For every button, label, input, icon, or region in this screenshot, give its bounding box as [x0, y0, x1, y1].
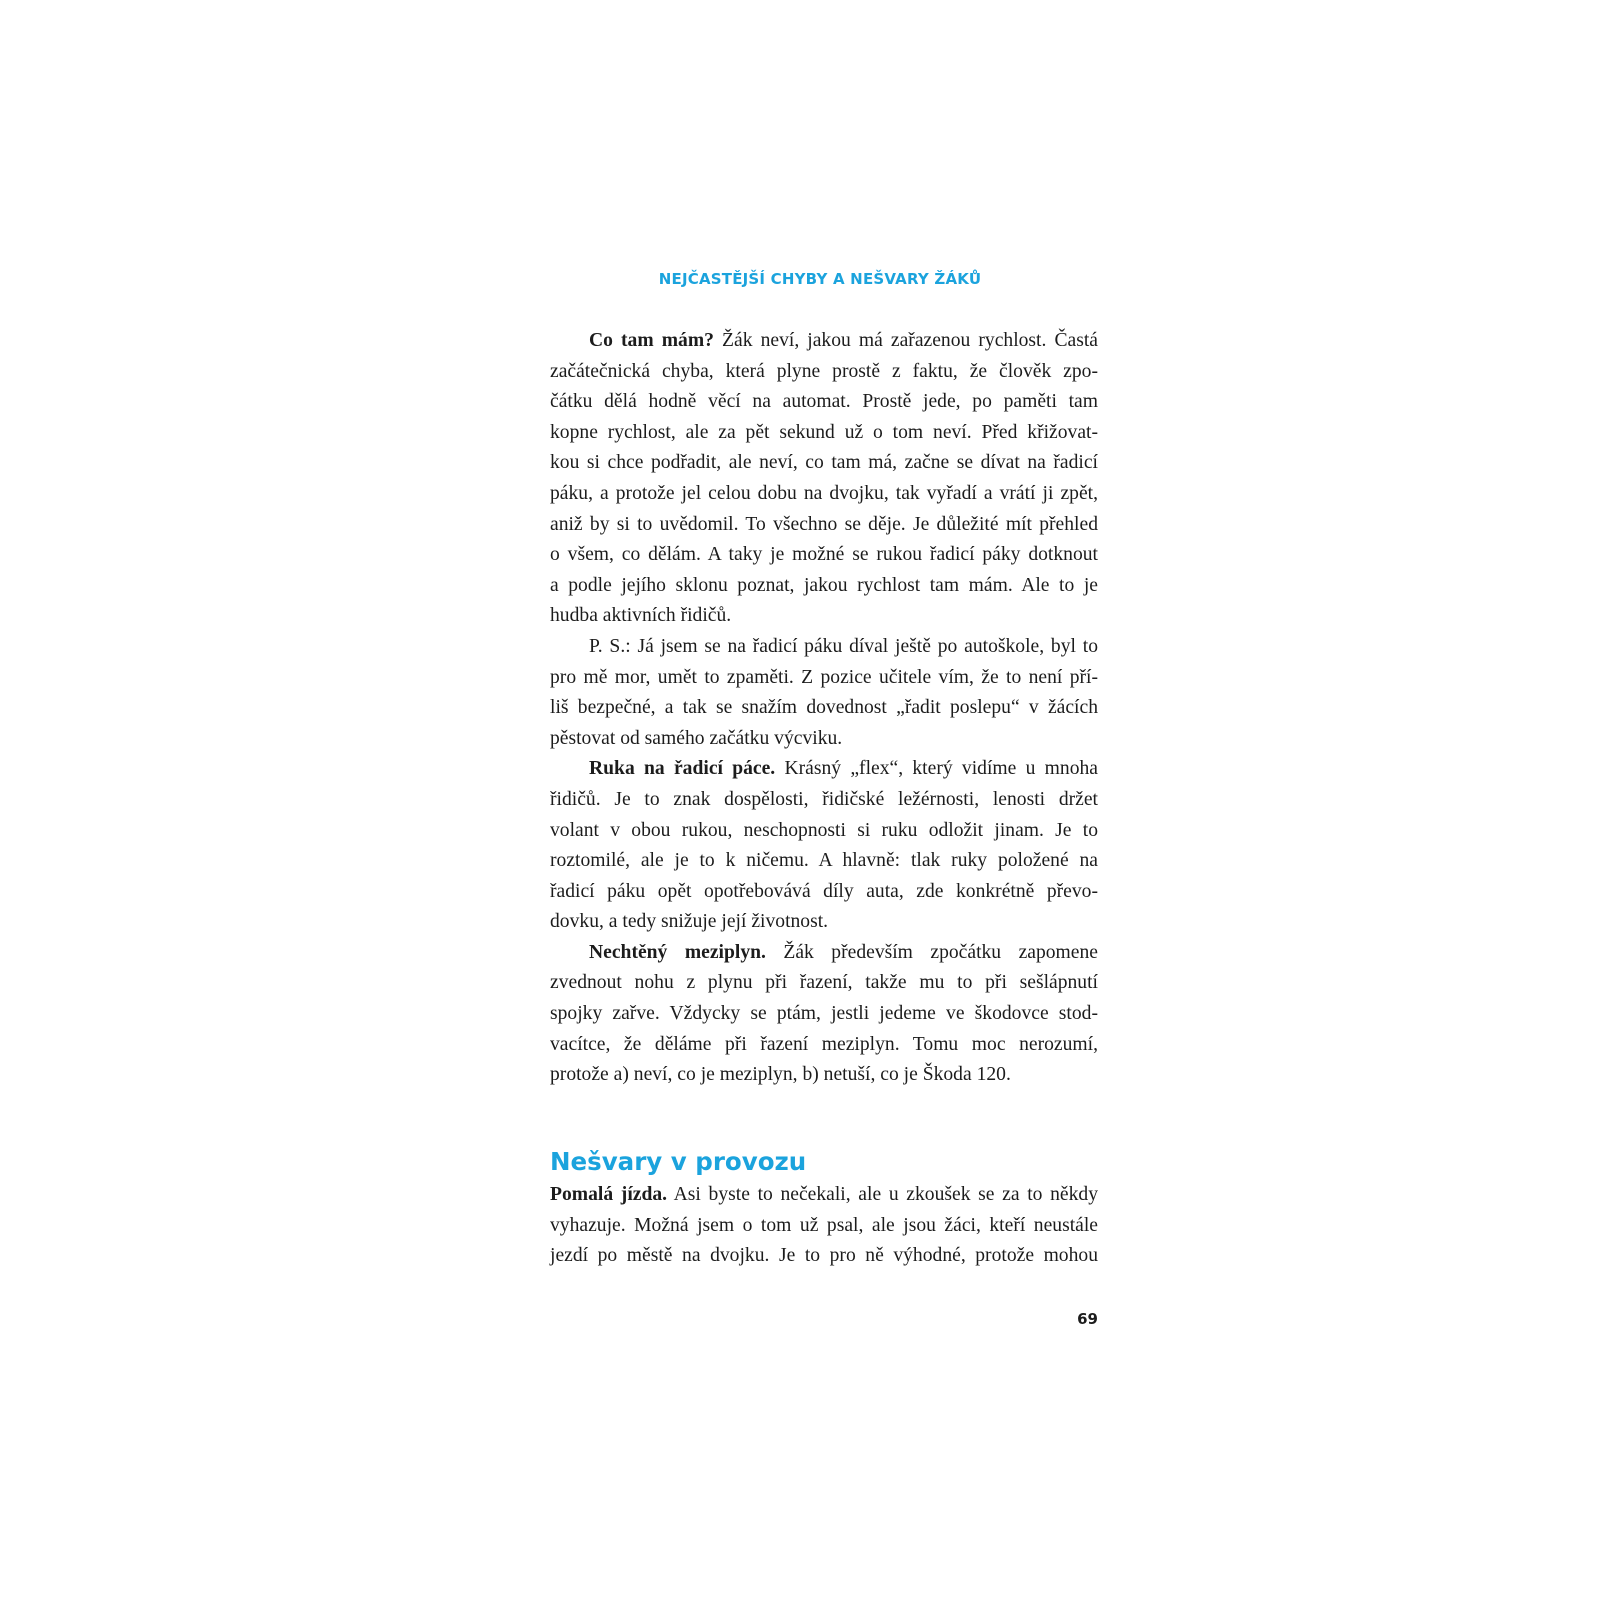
text-line: spojky zařve. Vždycky se ptám, jestli jedeme ve škodovce stod- — [550, 1003, 1098, 1025]
paragraph-ps — [550, 632, 1098, 754]
text-line — [550, 326, 1098, 357]
text-line: volant v obou rukou, neschopnosti si ruku odložit jinam. Je to — [550, 819, 1098, 841]
text-line: řidičů. Je to znak dospělosti, řidičské ležérnosti, lenosti držet — [550, 788, 1098, 810]
line-text: Žák především zpočátku zapomene — [765, 941, 1098, 963]
text-line — [550, 754, 1098, 785]
text-line: čátku dělá hodně věcí na automat. Prostě jede, po paměti tam — [550, 391, 1098, 413]
paragraph-co-tam-mam — [550, 326, 1098, 632]
text-line: zvednout nohu z plynu při řazení, takže mu to při sešlápnutí — [550, 972, 1098, 994]
running-head: NEJČASTĚJŠÍ CHYBY A NEŠVARY ŽÁKŮ — [658, 270, 982, 288]
text-line: o všem, co dělám. A taky je možné se rukou řadicí páky dotknout — [550, 544, 1098, 566]
text-line — [550, 1180, 1098, 1211]
page-number: 69 — [1077, 1310, 1098, 1328]
text-line: dovku, a tedy snižuje její životnost. — [550, 911, 829, 933]
text-line: vacítce, že děláme při řazení meziplyn. Tomu moc nerozumí, — [550, 1033, 1098, 1055]
text-line: páku, a protože jel celou dobu na dvojku, tak vyřadí a vrátí ji zpět, — [550, 482, 1098, 504]
text-line: kopne rychlost, ale za pět sekund už o tom neví. Před křižovat- — [550, 421, 1098, 443]
text-line: začátečnická chyba, která plyne prostě z faktu, že člověk zpo- — [550, 360, 1098, 382]
paragraph-pomala-jizda — [550, 1180, 1098, 1272]
runin-heading: Pomalá jízda. — [550, 1184, 668, 1205]
text-line: protože a) neví, co je meziplyn, b) netuší, co je Škoda 120. — [550, 1064, 1011, 1086]
paragraph-nechteny-meziplyn — [550, 938, 1098, 1091]
text-line: roztomilé, ale je to k ničemu. A hlavně: tlak ruky položené na — [550, 850, 1098, 872]
text-line: aniž by si to uvědomil. To všechno se děje. Je důležité mít přehled — [550, 513, 1098, 535]
text-line: jezdí po městě na dvojku. Je to pro ně výhodné, protože mohou — [550, 1245, 1098, 1267]
body-text — [550, 326, 1098, 1091]
runin-heading: Nechtěný meziplyn. — [589, 941, 766, 963]
section-heading: Nešvary v provozu — [550, 1147, 807, 1176]
line-text: Žák neví, jakou má zařazenou rychlost. Častá — [713, 330, 1099, 351]
runin-heading: Co tam mám? — [589, 330, 714, 351]
runin-heading: Ruka na řadicí páce. — [589, 758, 776, 780]
section-body-text — [550, 1180, 1098, 1272]
text-line: a podle jejího sklonu poznat, jakou rychlost tam mám. Ale to je — [550, 574, 1098, 596]
text-line: P. S.: Já jsem se na řadicí páku díval ještě po autoškole, byl to — [589, 635, 1098, 657]
line-text: Asi byste to nečekali, ale u zkoušek se za to někdy — [667, 1184, 1099, 1205]
text-line: pro mě mor, umět to zpaměti. Z pozice učitele vím, že to není pří- — [550, 666, 1098, 688]
text-line — [550, 938, 1098, 969]
line-text: Krásný „flex“, který vidíme u mnoha — [775, 758, 1098, 780]
text-line: vyhazuje. Možná jsem o tom už psal, ale jsou žáci, kteří neustále — [550, 1214, 1098, 1236]
text-line: hudba aktivních řidičů. — [550, 605, 732, 627]
text-line: liš bezpečné, a tak se snažím dovednost „řadit poslepu“ v žácích — [550, 697, 1098, 719]
text-line: pěstovat od samého začátku výcviku. — [550, 727, 843, 749]
paragraph-ruka-na-radici-pace — [550, 754, 1098, 938]
text-line: kou si chce podřadit, ale neví, co tam má, začne se dívat na řadicí — [550, 452, 1098, 474]
text-line: řadicí páku opět opotřebovává díly auta, zde konkrétně převo- — [550, 880, 1098, 902]
